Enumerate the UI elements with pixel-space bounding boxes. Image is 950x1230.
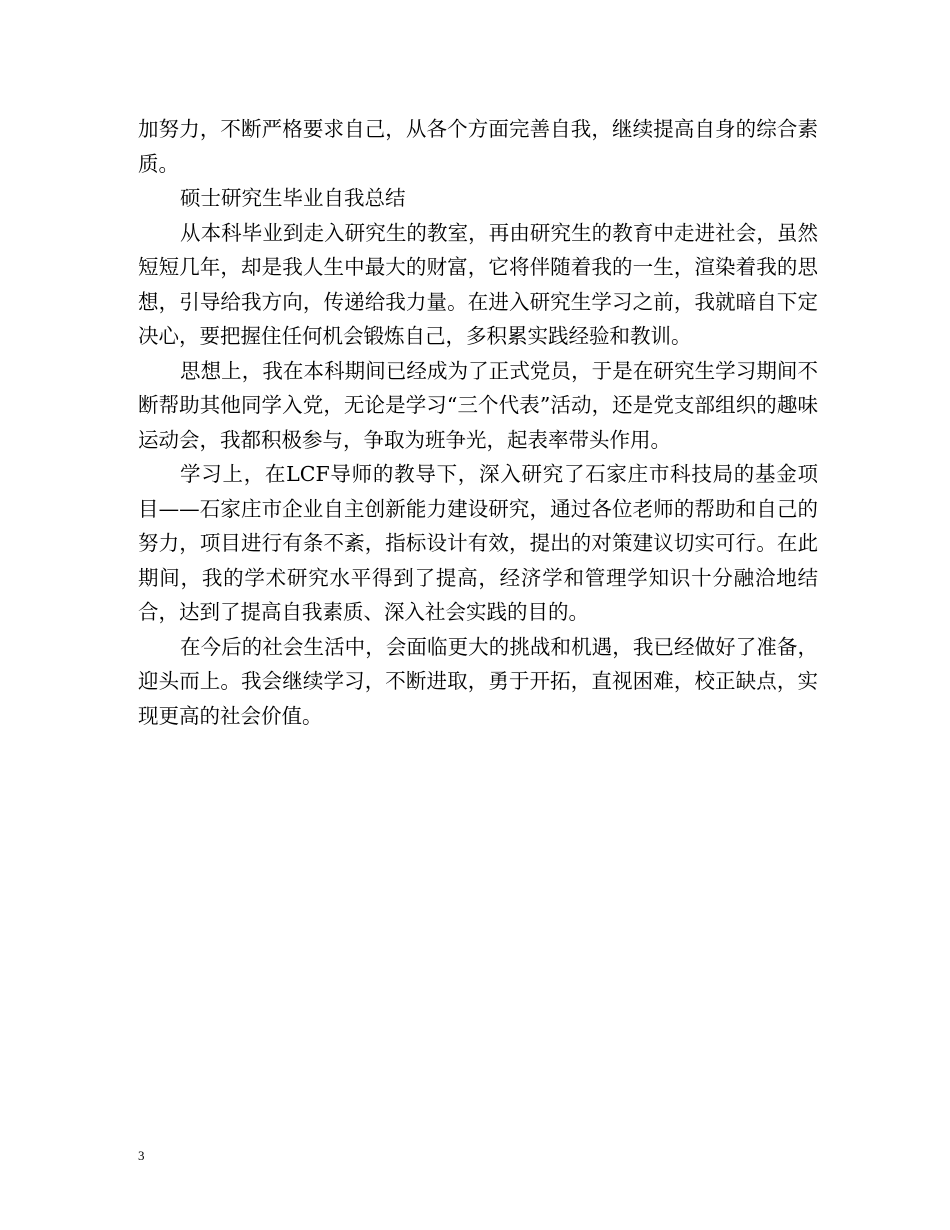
paragraph-continuation: 加努力，不断严格要求自己，从各个方面完善自我，继续提高自身的综合素质。 — [138, 117, 818, 176]
page-number: 3 — [138, 1148, 145, 1163]
section-heading: 硕士研究生毕业自我总结 — [180, 186, 406, 210]
document-body — [138, 112, 818, 733]
paragraph-ideology: 思想上，我在本科期间已经成为了正式党员，于是在研究生学习期间不断帮助其他同学入党，无论是学习“三个代表”活动，还是党支部组织的趣味运动会，我都积极参与，争取为班争光，起表率带头作用。 — [138, 358, 818, 452]
paragraph-future: 在今后的社会生活中，会面临更大的挑战和机遇，我已经做好了准备，迎头而上。我会继续学习，不断进取，勇于开拓，直视困难，校正缺点，实现更高的社会价值。 — [138, 634, 818, 728]
paragraph-intro: 从本科毕业到走入研究生的教室，再由研究生的教育中走进社会，虽然短短几年，却是我人生中最大的财富，它将伴随着我的一生，渲染着我的思想，引导给我方向，传递给我力量。在进入研究生学习之前，我就暗自下定决心，要把握住任何机会锻炼自己，多积累实践经验和教训。 — [138, 220, 818, 348]
paragraph-study: 学习上，在LCF导师的教导下，深入研究了石家庄市科技局的基金项目——石家庄市企业自主创新能力建设研究，通过各位老师的帮助和自己的努力，项目进行有条不紊，指标设计有效，提出的对策建议切实可行。在此期间，我的学术研究水平得到了提高，经济学和管理学知识十分融洽地结合，达到了提高自我素质、深入社会实践的目的。 — [138, 462, 818, 624]
